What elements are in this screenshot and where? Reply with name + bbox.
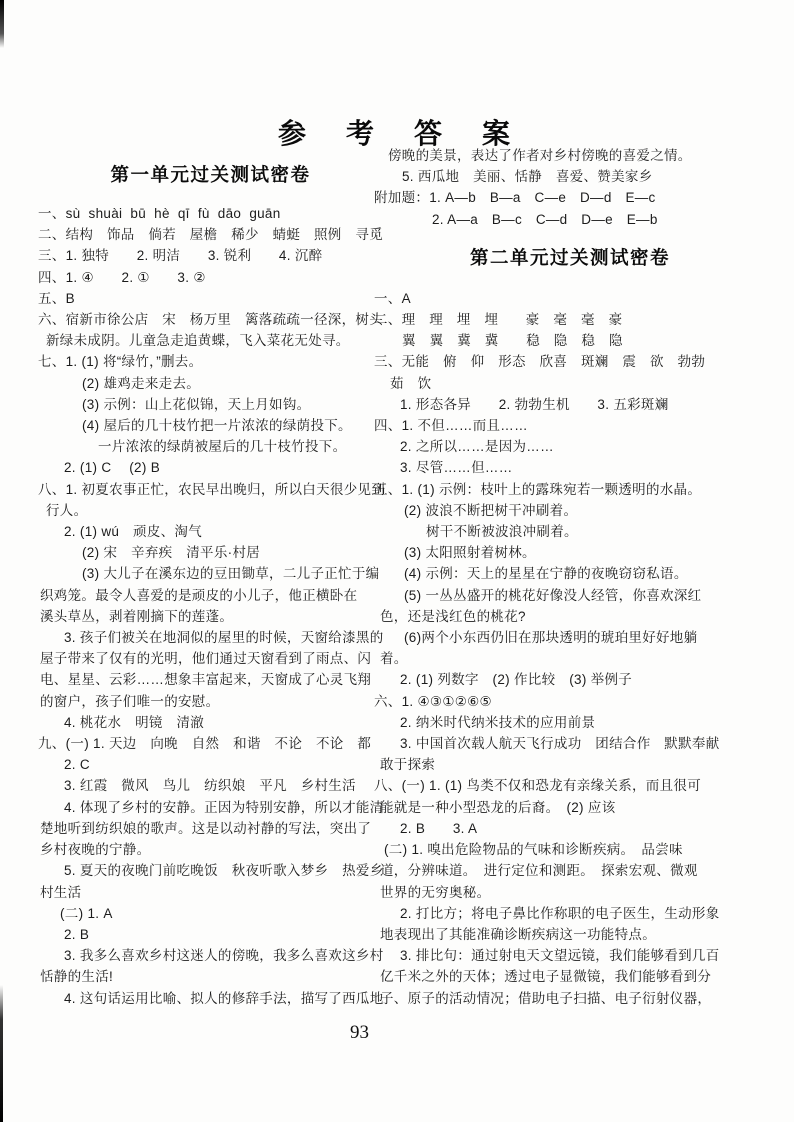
answer-line: 乡村夜晚的宁静。: [40, 842, 151, 858]
answer-line: 4. 桃花水 明镜 清澈: [64, 714, 205, 730]
answer-line: 2. 纳米时代纳米技术的应用前景: [400, 714, 596, 730]
answer-line: 3. 红霞 微风 鸟儿 纺织娘 平凡 乡村生活: [64, 778, 356, 794]
answer-line: 织鸡笼。最令人喜爱的是顽皮的小儿子，他正横卧在: [40, 587, 358, 603]
answer-line: 5. 夏天的夜晚门前吃晚饭 秋夜听歌入梦乡 热爱乡: [64, 863, 384, 879]
answer-line: 子、原子的活动情况；借助电子扫描、电子衍射仪器，: [380, 990, 712, 1006]
answer-line: 六、1. ④③①②⑥⑤: [374, 693, 492, 709]
answer-line: 五、1. (1) 示例：枝叶上的露珠宛若一颗透明的水晶。: [374, 481, 702, 497]
answer-line: (2) 宋 辛弃疾 清平乐·村居: [82, 545, 261, 561]
answer-line: 2. B: [64, 926, 90, 942]
answer-line: 二、结构 饰品 倘若 屋檐 稀少 蜻蜓 照例 寻觅: [38, 227, 383, 243]
answer-line: 4. 这句话运用比喻、拟人的修辞手法，描写了西瓜地: [64, 990, 384, 1006]
answer-line: 色，还是浅红色的桃花?: [380, 608, 526, 624]
scan-edge-artifact: [0, 0, 4, 48]
answer-line: 地表现出了其能准确诊断疾病这一功能特点。: [380, 926, 656, 942]
answer-line: 四、1. 不但……而且……: [374, 418, 528, 434]
unit1-answers: [38, 203, 386, 1009]
answer-line: 2. (1) 列数字 (2) 作比较 (3) 举例子: [400, 672, 633, 688]
answer-line: 九、(一) 1. 天边 向晚 自然 和谐 不论 不论 都: [38, 736, 372, 752]
answer-line: 2. 之所以……是因为……: [400, 439, 554, 455]
answer-line: 八、1. 初夏农事正忙，农民早出晚归，所以白天很少见到: [38, 481, 386, 497]
left-column: [38, 161, 386, 1009]
answer-line: 敢于探索: [380, 757, 436, 773]
answer-line: (6)两个小东西仍旧在那块透明的琥珀里好好地躺: [404, 630, 698, 646]
unit1-section-header: 第一单元过关测试密卷: [110, 164, 311, 185]
answer-line: 三、1. 独特 2. 明洁 3. 锐利 4. 沉醉: [38, 248, 323, 264]
answer-line: 八、(一) 1. (1) 鸟类不仅和恐龙有亲缘关系，而且很可: [374, 778, 702, 794]
answer-line: 2. A—a B—c C—d D—e E—b: [432, 211, 658, 227]
answer-line: 2. 打比方；将电子鼻比作称职的电子医生，生动形象: [400, 905, 720, 921]
answer-line: 道，分辨味道。 进行定位和测距。 探索宏观、微观: [380, 863, 698, 879]
answer-line: 的窗户，孩子们唯一的安慰。: [40, 693, 220, 709]
answer-line: (3) 大儿子在溪东边的豆田锄草，二儿子正忙于编: [82, 566, 380, 582]
answer-line: 屋子带来了仅有的光明，他们通过天窗看到了雨点、闪: [40, 651, 372, 667]
answer-line: 树干不断被波浪冲刷着。: [426, 524, 578, 540]
answer-line: 2. B 3. A: [400, 820, 478, 836]
answer-line: 新绿未成阴。儿童急走追黄蝶，飞入菜花无处寻。: [46, 333, 350, 349]
answer-line: 恬静的生活!: [40, 969, 114, 985]
unit2-section-header: 第二单元过关测试密卷: [469, 246, 670, 268]
answer-line: 七、1. (1) 将“绿竹，”删去。: [38, 354, 203, 370]
answer-line: 3. 尽管……但……: [400, 460, 513, 476]
page-title: 参 考 答 案: [277, 118, 516, 149]
answer-line: 三、无能 俯 仰 形态 欣喜 斑斓 震 欲 勃勃: [374, 354, 706, 370]
answer-line: (3) 太阳照射着树林。: [404, 545, 536, 561]
answer-line: 电、星星、云彩……想象丰富起来，天窗成了心灵飞翔: [40, 672, 372, 688]
answer-line: 溪头草丛，剥着刚摘下的莲蓬。: [40, 608, 234, 624]
answer-line: (3) 示例：山上花似锦，天上月如钩。: [82, 396, 311, 412]
answer-line: 2. (1) C (2) B: [64, 460, 161, 476]
page-number: 93: [350, 1022, 369, 1043]
answer-line: 3. 排比句：通过射电天文望远镜，我们能够看到几百: [400, 948, 720, 964]
answer-line: 一、A: [374, 290, 411, 306]
answer-line: 翼 翼 冀 冀 稳 隐 稳 隐: [402, 333, 623, 349]
answer-line: 着。: [380, 651, 408, 667]
answer-line: 3. 我多么喜欢乡村这迷人的傍晚，我多么喜欢这乡村: [64, 948, 384, 964]
unit2-answers: [374, 288, 766, 1009]
answer-line: 二、理 理 埋 埋 豪 毫 毫 豪: [374, 312, 623, 328]
answer-line: 世界的无穷奥秘。: [380, 884, 491, 900]
answer-line: 2. (1) wú 顽皮、淘气: [64, 524, 203, 540]
answer-line: 一片浓浓的绿荫被屋后的几十枝竹投下。: [98, 439, 347, 455]
answer-line: 茹 饮: [390, 375, 432, 391]
answer-line: 4. 体现了乡村的安静。正因为特别安静，所以才能清: [64, 799, 384, 815]
answer-line: 亿千米之外的天体；透过电子显微镜，我们能够看到分: [380, 969, 712, 985]
answer-line: (4) 屋后的几十枝竹把一片浓浓的绿荫投下。: [82, 418, 352, 434]
answer-line: 5. 西瓜地 美丽、恬静 喜爱、赞美家乡: [402, 169, 653, 185]
answer-line: 五、B: [38, 290, 75, 306]
answer-line: 行人。: [46, 502, 88, 518]
answer-line: 能就是一种小型恐龙的后裔。 (2) 应该: [380, 799, 616, 815]
answer-line: 2. C: [64, 757, 90, 773]
answer-line: (2) 波浪不断把树干冲刷着。: [404, 502, 578, 518]
right-column: [374, 145, 766, 1009]
answer-line: 3. 孩子们被关在地洞似的屋里的时候，天窗给漆黑的: [64, 630, 384, 646]
answer-line: (二) 1. A: [60, 905, 113, 921]
answer-line: 傍晚的美景，表达了作者对乡村傍晚的喜爱之情。: [388, 148, 692, 163]
answer-line: 1. 形态各异 2. 勃勃生机 3. 五彩斑斓: [400, 396, 669, 412]
answer-line: 3. 中国首次载人航天飞行成功 团结合作 默默奉献: [400, 736, 720, 752]
answer-line: (5) 一丛丛盛开的桃花好像没人经管，你喜欢深红: [404, 587, 702, 603]
answer-line: 附加题：1. A—b B—a C—e D—d E—c: [374, 190, 656, 206]
answer-line: 村生活: [40, 884, 82, 900]
answer-line: 四、1. ④ 2. ① 3. ②: [38, 269, 206, 285]
answer-line: (2) 雄鸡走来走去。: [82, 375, 201, 391]
answer-line: 楚地听到纺织娘的歌声。这是以动衬静的写法，突出了: [40, 820, 372, 836]
scan-edge-artifact: [0, 985, 3, 1122]
answer-line: 一、sù shuài bū hè qī fù dāo guān: [38, 206, 281, 221]
unit1-answers-continued: [374, 145, 766, 230]
answer-line: 六、宿新市徐公店 宋 杨万里 篱落疏疏一径深，树头: [38, 312, 383, 328]
answer-line: (4) 示例：天上的星星在宁静的夜晚窃窃私语。: [404, 566, 688, 582]
answer-line: (二) 1. 嗅出危险物品的气味和诊断疾病。 品尝味: [384, 842, 683, 858]
